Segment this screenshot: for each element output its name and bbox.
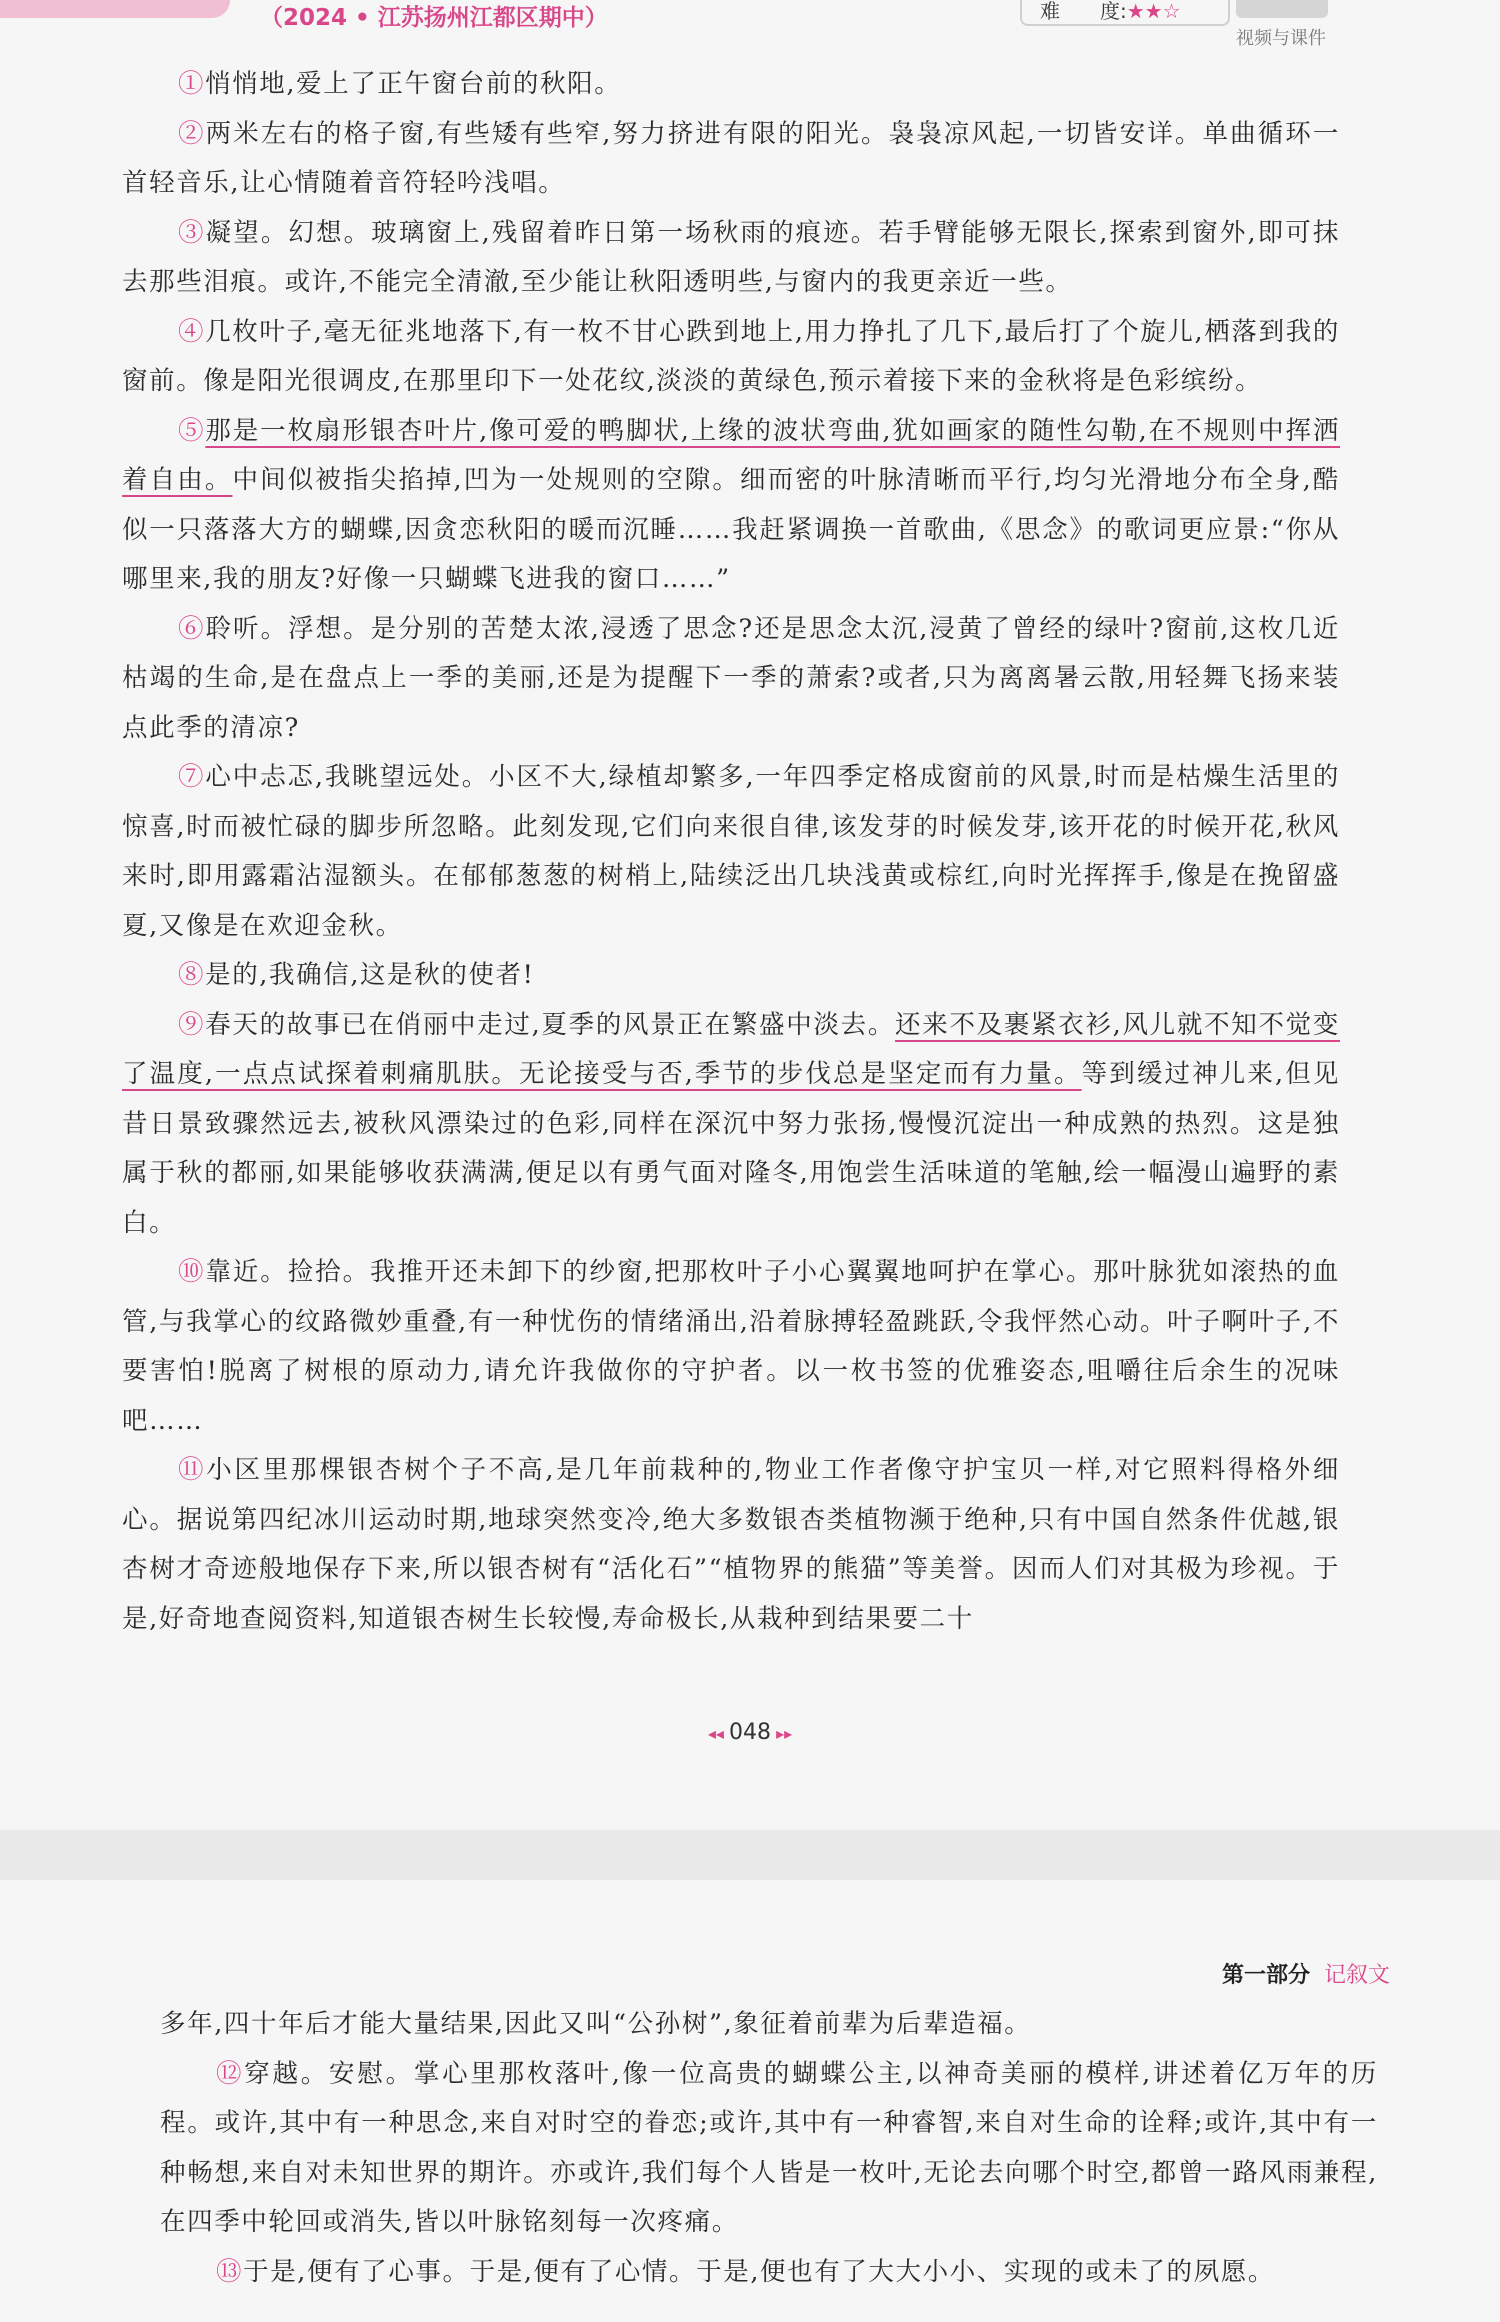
section-part: 第一部分: [1221, 1963, 1310, 1988]
paragraph: [122, 60, 1340, 110]
section-header: [1222, 1958, 1390, 1989]
page-number: [0, 1720, 1500, 1745]
article-body-page2: [160, 2000, 1378, 2297]
paragraph-number: ⑧: [178, 960, 206, 990]
paragraph: [122, 110, 1340, 209]
paragraph-number: ⑨: [178, 1009, 206, 1040]
difficulty-box: [1020, 0, 1230, 26]
difficulty-stars-icon: ★★☆: [1126, 0, 1181, 23]
paragraph-number: ⑩: [178, 1257, 206, 1287]
paragraph-number: ⑫: [216, 2058, 245, 2089]
paragraph: [122, 605, 1340, 754]
right-arrow-icon: ▸▸: [771, 1724, 793, 1743]
paragraph-text: 悄悄地,爱上了正午窗台前的秋阳。: [205, 69, 622, 99]
paragraph-text: 穿越。安慰。掌心里那枚落叶,像一位高贵的蝴蝶公主,以神奇美丽的模样,讲述着亿万年的历程。或许,其中有一种思念,来自对时空的眷恋;或许,其中有一种睿智,来自对生命的诠释;或许,其中有一种畅想,来自对未知世界的期许。亦或许,我们每个人皆是一枚叶,无论去向哪个时空,都曾一路风雨兼程,在四季中轮回或消失,皆以叶脉铭刻每一次疼痛。: [160, 2058, 1378, 2237]
source-tag: （2024 • 江苏扬州江都区期中）: [260, 5, 608, 31]
paragraph-number: ⑥: [178, 613, 206, 644]
paragraph-number: ②: [178, 118, 206, 149]
paragraph: [160, 2050, 1378, 2248]
left-arrow-icon: ◂◂: [707, 1724, 729, 1743]
paragraph-text: 中间似被指尖掐掉,凹为一处规则的空隙。细而密的叶脉清晰而平行,均匀光滑地分布全身,酷似一只落落大方的蝴蝶,因贪恋秋阳的暖而沉睡……我赶紧调换一首歌曲,《思念》的歌词更应景:“你从哪里来,我的朋友?好像一只蝴蝶飞进我的窗口……”: [122, 465, 1340, 594]
paragraph-number: ③: [178, 217, 206, 248]
paragraph: [160, 2000, 1378, 2050]
paragraph: [122, 1001, 1340, 1249]
corner-decoration: [0, 0, 230, 18]
paragraph: [160, 2248, 1378, 2298]
underlined-text: 还来不及裹紧衣衫,风儿就不知不觉变了温度,一点点试探着刺痛肌肤。无论接受与否,季节的步伐总是坚定而有力量。: [122, 1009, 1340, 1089]
paragraph-text: 等到缓过神儿来,但见昔日景致骤然远去,被秋风漂染过的色彩,同样在深沉中努力张扬,慢慢沉淀出一种成熟的热烈。这是独属于秋的都丽,如果能够收获满满,便足以有勇气面对隆冬,用饱尝生活味道的笔触,绘一幅漫山遍野的素白。: [122, 1059, 1340, 1238]
paragraph-text: 凝望。幻想。玻璃窗上,残留着昨日第一场秋雨的痕迹。若手臂能够无限长,探索到窗外,即可抹去那些泪痕。或许,不能完全清澈,至少能让秋阳透明些,与窗内的我更亲近一些。: [122, 217, 1340, 297]
underlined-text: 那是一枚扇形银杏叶片,像可爱的鸭脚状,上缘的波状弯曲,犹如画家的随性勾勒,在不规则中挥洒着自由。: [122, 415, 1340, 495]
paragraph: [122, 407, 1340, 605]
paragraph-text: 两米左右的格子窗,有些矮有些窄,努力挤进有限的阳光。袅袅凉风起,一切皆安详。单曲循环一首轻音乐,让心情随着音符轻吟浅唱。: [122, 118, 1340, 198]
paragraph: [122, 209, 1340, 308]
paragraph-text: 几枚叶子,毫无征兆地落下,有一枚不甘心跌到地上,用力挣扎了几下,最后打了个旋儿,栖落到我的窗前。像是阳光很调皮,在那里印下一处花纹,淡淡的黄绿色,预示着接下来的金秋将是色彩缤纷。: [122, 316, 1340, 396]
video-label[interactable]: 视频与课件: [1236, 28, 1326, 49]
paragraph-text: 聆听。浮想。是分别的苦楚太浓,浸透了思念?还是思念太沉,浸黄了曾经的绿叶?窗前,这枚几近枯竭的生命,是在盘点上一季的美丽,还是为提醒下一季的萧索?或者,只为离离暑云散,用轻舞飞扬来装点此季的清凉?: [122, 613, 1341, 743]
paragraph-number: ④: [178, 316, 206, 347]
paragraph-text: 多年,四十年后才能大量结果,因此又叫“公孙树”,象征着前辈为后辈造福。: [160, 2009, 1032, 2039]
paragraph: [122, 951, 1340, 1001]
paragraph-text: 是的,我确信,这是秋的使者!: [205, 960, 535, 990]
paragraph-text: 靠近。捡拾。我推开还未卸下的纱窗,把那枚叶子小心翼翼地呵护在掌心。那叶脉犹如滚热的血管,与我掌心的纹路微妙重叠,有一种忧伤的情绪涌出,沿着脉搏轻盈跳跃,令我怦然心动。叶子啊叶子,不要害怕!脱离了树根的原动力,请允许我做你的守护者。以一枚书签的优雅姿态,咀嚼往后余生的况味吧……: [122, 1257, 1340, 1436]
paragraph-number: ⑬: [216, 2256, 244, 2287]
paragraph-number: ⑦: [178, 762, 206, 792]
paragraph-text: 于是,便有了心事。于是,便有了心情。于是,便也有了大大小小、实现的或未了的夙愿。: [243, 2256, 1275, 2287]
paragraph-number: ①: [178, 69, 206, 99]
qr-code-icon[interactable]: [1236, 0, 1328, 18]
paragraph-text: 春天的故事已在俏丽中走过,夏季的风景正在繁盛中淡去。: [205, 1009, 896, 1040]
paragraph-text: 心中忐忑,我眺望远处。小区不大,绿植却繁多,一年四季定格成窗前的风景,时而是枯燥生活里的惊喜,时而被忙碌的脚步所忽略。此刻发现,它们向来很自律,该发芽的时候发芽,该开花的时候开花,秋风来时,即用露霜沾湿额头。在郁郁葱葱的树梢上,陆续泛出几块浅黄或棕红,向时光挥挥手,像是在挽留盛夏,又像是在欢迎金秋。: [122, 762, 1340, 941]
paragraph: [122, 1248, 1340, 1446]
paragraph: [122, 308, 1340, 407]
paragraph: [122, 753, 1340, 951]
difficulty-label: 难 度:: [1040, 0, 1127, 23]
paragraph-number: ⑤: [178, 415, 206, 446]
paragraph: [122, 1446, 1340, 1644]
article-body-page1: [122, 60, 1340, 1644]
paragraph-number: ⑪: [178, 1455, 207, 1485]
section-category: 记叙文: [1323, 1963, 1390, 1988]
paragraph-text: 小区里那棵银杏树个子不高,是几年前栽种的,物业工作者像守护宝贝一样,对它照料得格外细心。据说第四纪冰川运动时期,地球突然变冷,绝大多数银杏类植物濒于绝种,只有中国自然条件优越,银杏树才奇迹般地保存下来,所以银杏树有“活化石”“植物界的熊猫”等美誉。因而人们对其极为珍视。于是,好奇地查阅资料,知道银杏树生长较慢,寿命极长,从栽种到结果要二十: [122, 1455, 1340, 1634]
page-number-value: 048: [729, 1720, 771, 1745]
